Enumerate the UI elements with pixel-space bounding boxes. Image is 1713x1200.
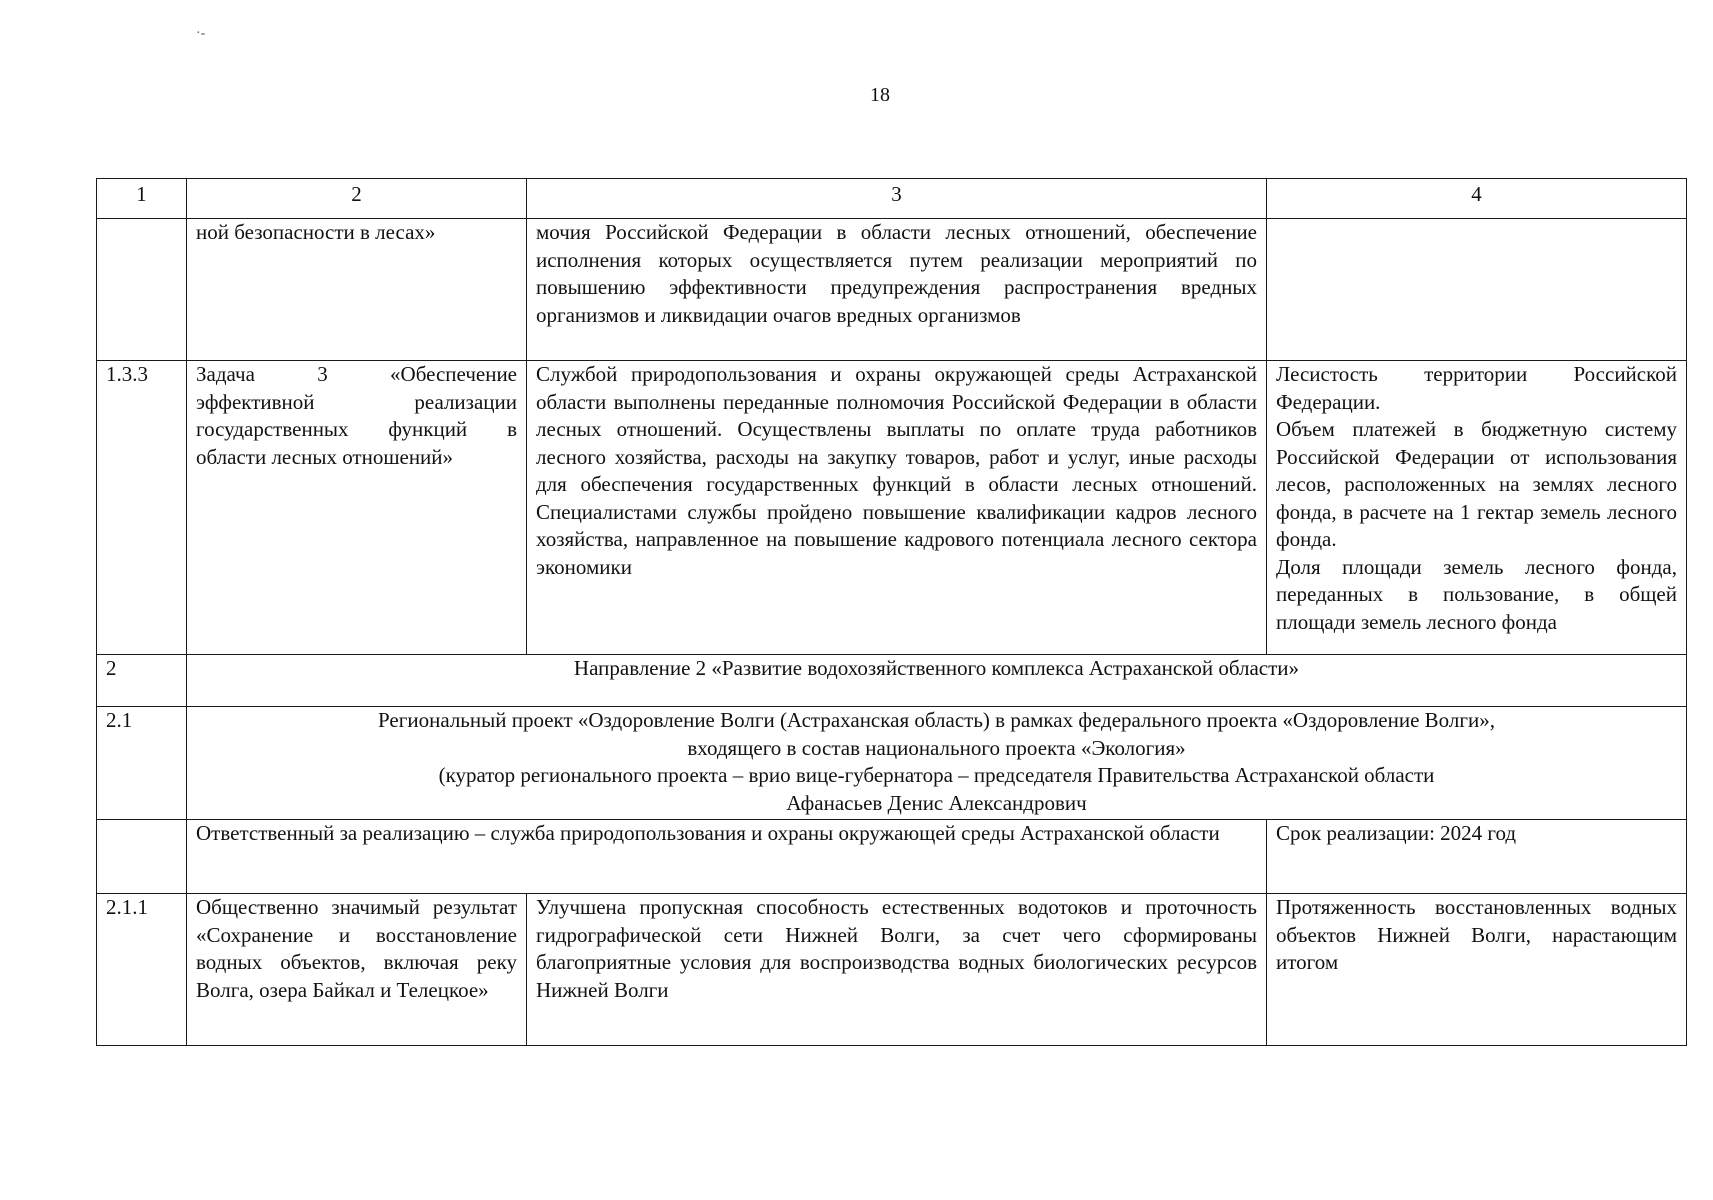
row-number (97, 219, 187, 361)
project-line: Афанасьев Денис Александрович (786, 790, 1087, 815)
direction-title: Направление 2 «Развитие водохозяйственного комплекса Астраханской области» (187, 655, 1687, 707)
table-row (97, 361, 1687, 655)
responsible-row (97, 820, 1687, 894)
task-name: ной безопасности в лесах» (187, 219, 527, 361)
project-line: Региональный проект «Оздоровление Волги (Астраханская область) в рамках федерального проекта «Оздоровление Волги», (378, 708, 1495, 732)
header-col-1: 1 (97, 179, 187, 219)
indicator-item: Лесистость территории Российской Федерации. (1276, 362, 1677, 414)
indicators (1267, 361, 1687, 655)
header-col-3: 3 (527, 179, 1267, 219)
result-description: мочия Российской Федерации в области лесных отношений, обеспечение исполнения которых осуществляется путем реализации мероприятий по повышению эффективности предупреждения распространения вредных организмов и ликвидации очагов вредных организмов (527, 219, 1267, 361)
row-number (97, 820, 187, 894)
table-row (97, 894, 1687, 1046)
direction-row (97, 655, 1687, 707)
result-description: Улучшена пропускная способность естественных водотоков и проточность гидрографической сети Нижней Волги, за счет чего сформированы благоприятные условия для воспроизводства водных биологических ресурсов Нижней Волги (527, 894, 1267, 1046)
program-table (96, 178, 1687, 1046)
implementation-term: Срок реализации: 2024 год (1267, 820, 1687, 894)
header-col-4: 4 (1267, 179, 1687, 219)
indicators: Протяженность восстановленных водных объектов Нижней Волги, нарастающим итогом (1267, 894, 1687, 1046)
task-name: Общественно значимый результат «Сохранение и восстановление водных объектов, включая реку Волга, озера Байкал и Телецкое» (187, 894, 527, 1046)
project-title (187, 707, 1687, 820)
page-number: 18 (870, 84, 890, 106)
indicator-item: Доля площади земель лесного фонда, переданных в пользование, в общей площади земель лесного фонда (1276, 554, 1677, 634)
row-number: 1.3.3 (97, 361, 187, 655)
row-number: 2 (97, 655, 187, 707)
task-name: Задача 3 «Обеспечение эффективной реализации государственных функций в области лесных отношений» (187, 361, 527, 655)
project-line: входящего в состав национального проекта «Экология» (687, 735, 1186, 760)
result-description: Службой природопользования и охраны окружающей среды Астраханской области выполнены переданные полномочия Российской Федерации в области лесных отношений. Осуществлены выплаты по оплате труда работников лесного хозяйства, расходы на закупку товаров, работ и услуг, иные расходы для обеспечения государственных функций в области лесных отношений. Специалистами службы пройдено повышение квалификации кадров лесного хозяйства, направленное на повышение кадрового потенциала лесного сектора экономики (527, 361, 1267, 655)
row-number: 2.1.1 (97, 894, 187, 1046)
indicator-item: Объем платежей в бюджетную систему Российской Федерации от использования лесов, расположенных на землях лесного фонда, в расчете на 1 гектар земель лесного фонда. (1276, 417, 1677, 551)
row-number: 2.1 (97, 707, 187, 820)
table-row (97, 219, 1687, 361)
header-col-2: 2 (187, 179, 527, 219)
project-line: (куратор регионального проекта – врио вице-губернатора – председателя Правительства Астраханской области (438, 763, 1435, 787)
responsible-party: Ответственный за реализацию – служба природопользования и охраны окружающей среды Астраханской области (187, 820, 1267, 894)
header-row (97, 179, 1687, 219)
corner-mark: ·- (196, 26, 206, 41)
project-row (97, 707, 1687, 820)
indicators (1267, 219, 1687, 361)
